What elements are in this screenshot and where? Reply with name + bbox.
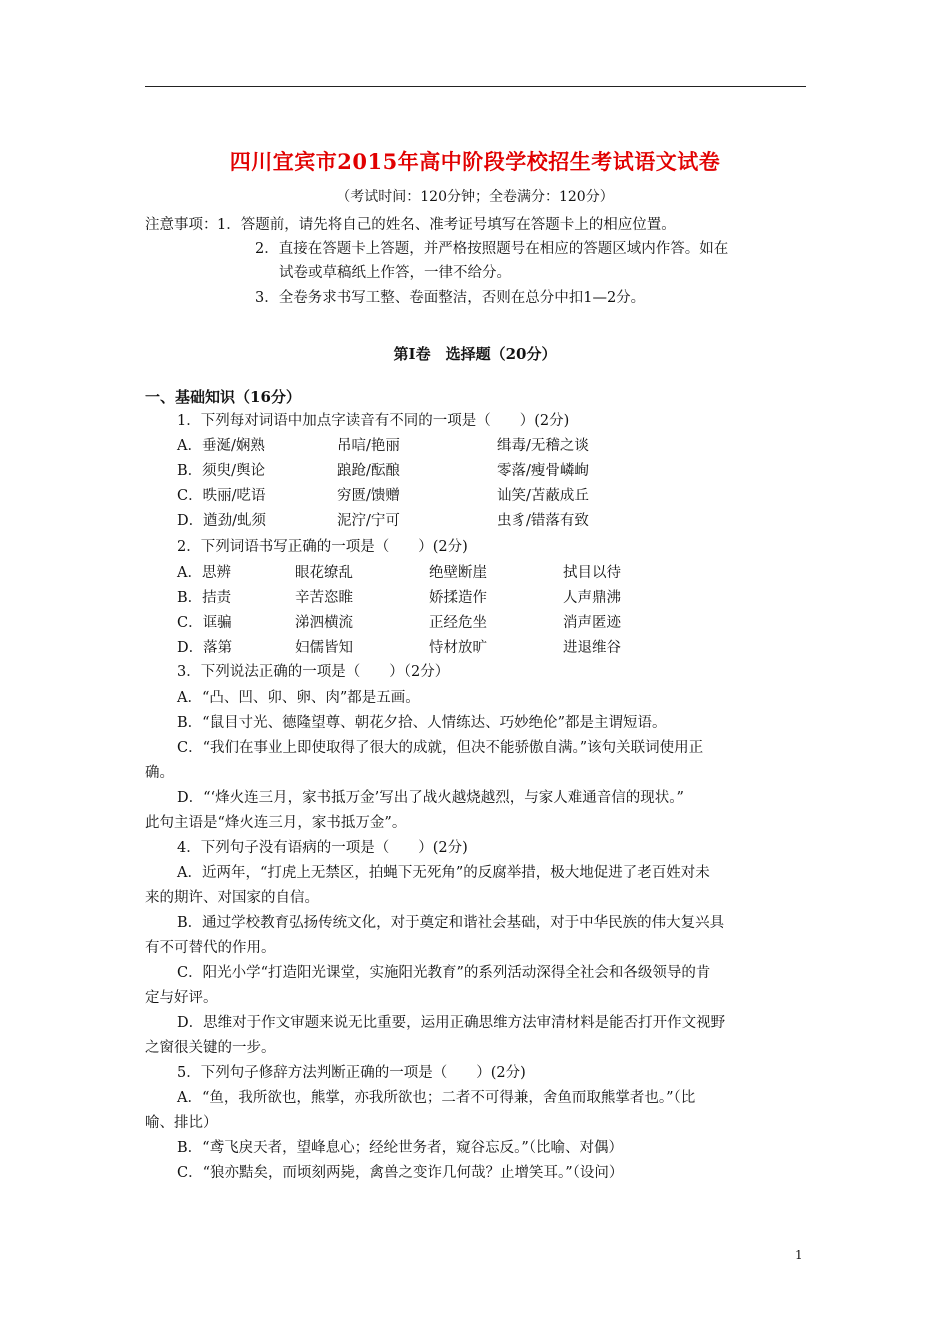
q4-option-c-line2: 定与好评。	[145, 990, 218, 1006]
q2-option-b-1: B．拮责	[177, 590, 232, 606]
q2-option-a-3: 绝壁断崖	[429, 565, 487, 581]
q2-stem: 2．下列词语书写正确的一项是（ ）(2分)	[177, 539, 468, 555]
q3-option-d-line1: D．“‘烽火连三月，家书抵万金’写出了战火越烧越烈，与家人难通音信的现状。”	[177, 790, 684, 806]
q4-option-d-line1: D．思维对于作文审题来说无比重要，运用正确思维方法审清材料是能否打开作文视野	[177, 1015, 726, 1031]
q2-option-d-1: D．落第	[177, 640, 233, 656]
q5-option-a-line2: 喻、排比）	[145, 1115, 218, 1131]
note-2b: 试卷或草稿纸上作答，一律不给分。	[279, 265, 511, 281]
q4-option-a-line2: 来的期许、对国家的自信。	[145, 890, 319, 906]
q2-option-d-3: 恃材放旷	[429, 640, 487, 656]
q5-stem: 5．下列句子修辞方法判断正确的一项是（ ）(2分)	[177, 1065, 526, 1081]
q1-option-c-3: 讪笑/苫蔽成丘	[497, 488, 589, 504]
q3-option-a: A．“凸、凹、卯、卵、肉”都是五画。	[177, 690, 420, 706]
q3-option-b: B．“鼠目寸光、德隆望尊、朝花夕拾、人情练达、巧妙绝伦”都是主谓短语。	[177, 715, 667, 731]
q2-option-c-2: 涕泗横流	[295, 615, 353, 631]
note-1: 1．答题前，请先将自己的姓名、准考证号填写在答题卡上的相应位置。	[217, 217, 676, 233]
q1-option-a-1: A．垂涎/娴熟	[177, 438, 265, 454]
q2-option-a-2: 眼花缭乱	[295, 565, 353, 581]
q1-option-c-1: C．昳丽/呓语	[177, 488, 266, 504]
q3-option-c-line2: 确。	[145, 765, 174, 781]
q4-option-c-line1: C．阳光小学“打造阳光课堂，实施阳光教育”的系列活动深得全社会和各级领导的肯	[177, 965, 711, 981]
q3-option-d-line2: 此句主语是“烽火连三月，家书抵万金”。	[145, 815, 407, 831]
q1-option-c-2: 穷匮/馈赠	[337, 488, 400, 504]
q2-option-b-2: 辛苦恣睢	[295, 590, 353, 606]
note-3: 3．全卷务求书写工整、卷面整洁，否则在总分中扣1—2分。	[255, 290, 646, 306]
q1-option-d-2: 泥泞/宁可	[337, 513, 400, 529]
exam-title: 四川宜宾市2015年高中阶段学校招生考试语文试卷	[229, 149, 721, 174]
q5-option-a-line1: A．“鱼，我所欲也，熊掌，亦我所欲也；二者不可得兼，舍鱼而取熊掌者也。”（比	[177, 1090, 696, 1106]
section-heading: 第Ⅰ卷 选择题（20分）	[393, 345, 557, 363]
q2-option-c-1: C．诓骗	[177, 615, 232, 631]
q4-option-d-line2: 之窗很关键的一步。	[145, 1040, 276, 1056]
q1-option-d-1: D．遒劲/虬须	[177, 513, 267, 529]
q1-stem: 1．下列每对词语中加点字读音有不同的一项是（ ）(2分)	[177, 413, 570, 429]
q1-option-d-3: 虫豸/错落有致	[497, 513, 589, 529]
q1-option-b-1: B．须臾/舆论	[177, 463, 266, 479]
notes-label: 注意事项：	[145, 217, 218, 233]
q4-stem: 4．下列句子没有语病的一项是（ ）(2分)	[177, 840, 468, 856]
part-heading: 一、基础知识（16分）	[145, 388, 301, 406]
q4-option-a-line1: A．近两年，“打虎上无禁区，拍蝇下无死角”的反腐举措，极大地促进了老百姓对未	[177, 865, 710, 881]
q5-option-b: B．“鸢飞戾天者，望峰息心；经纶世务者，窥谷忘反。”（比喻、对偶）	[177, 1140, 623, 1156]
q1-option-b-2: 踉跄/酝酿	[337, 463, 400, 479]
q2-option-d-4: 进退维谷	[563, 640, 621, 656]
q4-option-b-line2: 有不可替代的作用。	[145, 940, 276, 956]
q2-option-a-1: A．思辨	[177, 565, 231, 581]
q2-option-c-3: 正经危坐	[429, 615, 487, 631]
q2-option-d-2: 妇儒皆知	[295, 640, 353, 656]
q3-stem: 3．下列说法正确的一项是（ ）（2分）	[177, 664, 450, 680]
note-2a: 2．直接在答题卡上答题，并严格按照题号在相应的答题区域内作答。如在	[255, 241, 729, 257]
exam-subtitle: （考试时间：120分钟；全卷满分：120分）	[336, 189, 614, 205]
q2-option-b-4: 人声鼎沸	[563, 590, 621, 606]
q2-option-c-4: 消声匿迹	[563, 615, 621, 631]
page-number: 1	[795, 1248, 803, 1262]
q4-option-b-line1: B．通过学校教育弘扬传统文化，对于奠定和谐社会基础，对于中华民族的伟大复兴具	[177, 915, 725, 931]
q2-option-a-4: 拭目以待	[563, 565, 621, 581]
q1-option-b-3: 零落/瘦骨嶙峋	[497, 463, 589, 479]
q3-option-c-line1: C．“我们在事业上即使取得了很大的成就，但决不能骄傲自满。”该句关联词使用正	[177, 740, 704, 756]
header-rule	[145, 86, 806, 87]
q1-option-a-3: 缉毒/无稽之谈	[497, 438, 589, 454]
q5-option-c: C．“狼亦黠矣，而顷刻两毙，禽兽之变诈几何哉？止增笑耳。”（设问）	[177, 1165, 624, 1181]
q1-option-a-2: 吊唁/艳丽	[337, 438, 400, 454]
q2-option-b-3: 娇揉造作	[429, 590, 487, 606]
